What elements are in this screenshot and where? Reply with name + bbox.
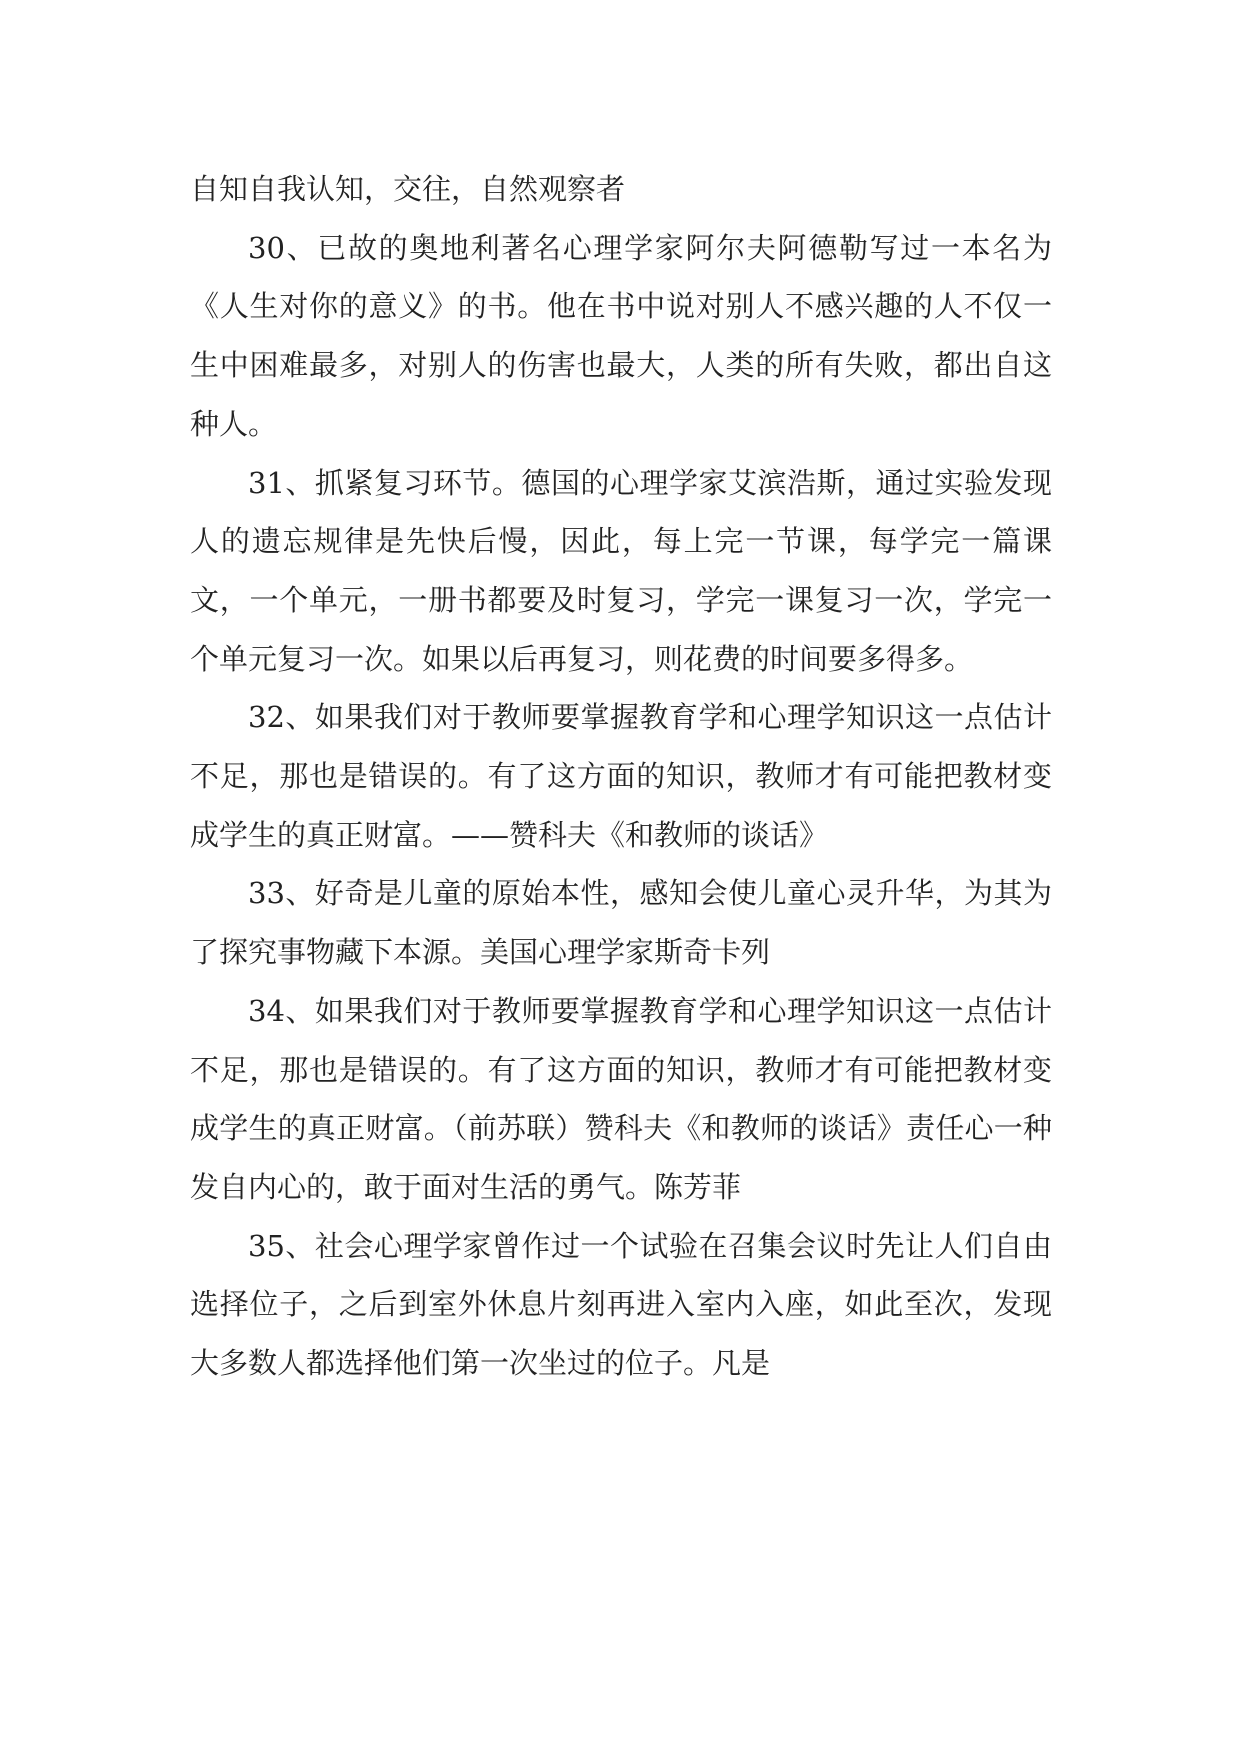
document-body: [190, 160, 1052, 1393]
paragraph-31: 31、抓紧复习环节。德国的心理学家艾滨浩斯，通过实验发现人的遗忘规律是先快后慢，因此，每上完一节课，每学完一篇课文，一个单元，一册书都要及时复习，学完一课复习一次，学完一个单元复习一次。如果以后再复习，则花费的时间要多得多。: [190, 465, 1052, 676]
paragraph-32: 32、如果我们对于教师要掌握教育学和心理学知识这一点估计不足，那也是错误的。有了这方面的知识，教师才有可能把教材变成学生的真正财富。——赞科夫《和教师的谈话》: [190, 700, 1052, 852]
paragraph-35: 35、社会心理学家曾作过一个试验在召集会议时先让人们自由选择位子，之后到室外休息片刻再进入室内入座，如此至次，发现大多数人都选择他们第一次坐过的位子。凡是: [190, 1228, 1052, 1381]
paragraph-33: 33、好奇是儿童的原始本性，感知会使儿童心灵升华，为其为了探究事物藏下本源。美国心理学家斯奇卡列: [190, 876, 1052, 970]
paragraph-intro: 自知自我认知，交往，自然观察者: [190, 172, 626, 206]
paragraph-34: 34、如果我们对于教师要掌握教育学和心理学知识这一点估计不足，那也是错误的。有了这方面的知识，教师才有可能把教材变成学生的真正财富。（前苏联）赞科夫《和教师的谈话》责任心一种发自内心的，敢于面对生活的勇气。陈芳菲: [190, 993, 1052, 1204]
paragraph-30: 30、已故的奥地利著名心理学家阿尔夫阿德勒写过一本名为《人生对你的意义》的书。他在书中说对别人不感兴趣的人不仅一生中困难最多，对别人的伤害也最大，人类的所有失败，都出自这种人。: [190, 230, 1052, 441]
